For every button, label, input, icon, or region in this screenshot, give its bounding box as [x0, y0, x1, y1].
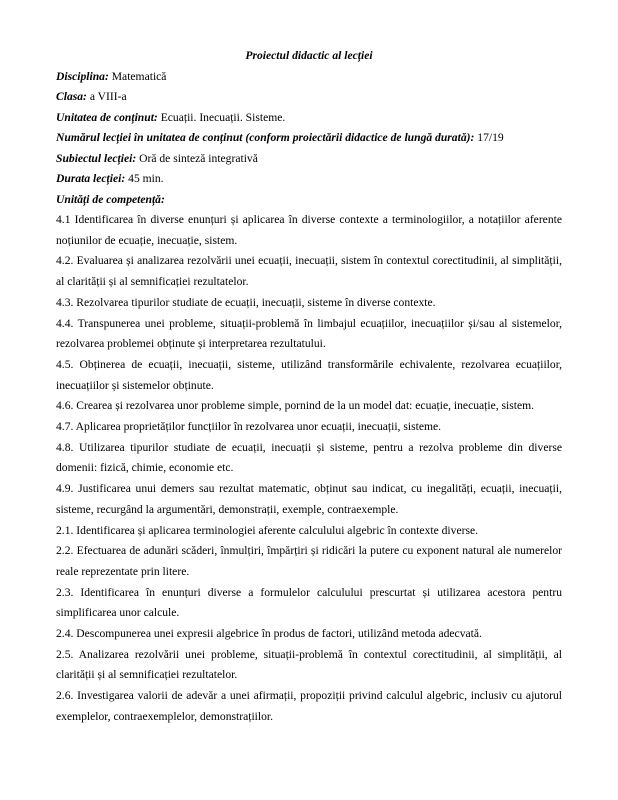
competence-item: 4.4. Transpunerea unei probleme, situații-problemă în limbajul ecuațiilor, inecuațiilor și/sau al sistemelor, rezolvarea problemei obținute și interpretarea rezultatului.: [56, 316, 562, 351]
competence-item: 4.5. Obținerea de ecuații, inecuații, sisteme, utilizând transformările echivalente, rezolvarea ecuațiilor, inecuațiilor și sistemelor obținute.: [56, 357, 562, 392]
field-lesson-duration-label: Durata lecției:: [56, 172, 126, 185]
competences-heading: Unități de competență:: [56, 192, 165, 206]
field-content-unit-value: Ecuații. Inecuații. Sisteme.: [160, 110, 286, 124]
field-class-label: Clasa:: [56, 90, 87, 103]
competence-item: 2.6. Investigarea valorii de adevăr a unei afirmații, propoziții privind calculul algebric, inclusiv cu ajutorul exemplelor, contraexemplelor, demonstrațiilor.: [56, 689, 562, 723]
field-lesson-number-value: 17/19: [477, 131, 504, 144]
competence-item: 4.7. Aplicarea proprietăților funcțiilor în rezolvarea unor ecuații, inecuații, sisteme.: [56, 420, 442, 434]
field-discipline: [56, 67, 562, 88]
competence-item: 2.1. Identificarea și aplicarea terminologiei aferente calculului algebric în contexte diverse.: [56, 523, 479, 537]
field-lesson-duration-value: 45 min.: [128, 172, 164, 185]
field-class-value: a VIII-a: [89, 90, 127, 103]
field-lesson-number: [56, 128, 562, 149]
field-lesson-subject-label: Subiectul lecției:: [56, 151, 137, 165]
field-content-unit: [56, 108, 562, 129]
field-lesson-subject-value: Oră de sinteză integrativă: [139, 151, 258, 165]
competence-item: 2.2. Efectuarea de adunări scăderi, înmulțiri, împărțiri și ridicări la putere cu exponent natural ale numerelor reale reprezentate prin litere.: [56, 544, 562, 578]
competence-item: 4.2. Evaluarea și analizarea rezolvării unei ecuații, inecuații, sistem în contextul corectitudinii, al simplității, al clarității și al semnificației rezultatelor.: [56, 254, 562, 289]
document-page: [56, 46, 562, 728]
competence-item: 4.9. Justificarea unui demers sau rezultat matematic, obținut sau indicat, cu inegalități, ecuații, inecuații, sisteme, recurgând la argumentări, demonstrații, exemple, contraexemple.: [56, 482, 562, 516]
competence-item: 2.5. Analizarea rezolvării unei probleme, situații-problemă în contextul corectitudinii, al simplității, al clarității și al semnificației rezultatelor.: [56, 647, 562, 682]
competence-item: 4.8. Utilizarea tipurilor studiate de ecuații, inecuații și sisteme, pentru a rezolva probleme din diverse domenii: fizică, chimie, economie etc.: [56, 440, 562, 475]
competence-item: 4.1 Identificarea în diverse enunțuri și aplicarea în diverse contexte a terminologiilor, a notațiilor aferente noțiunilor de ecuație, inecuație, sistem.: [56, 213, 562, 247]
field-lesson-subject: [56, 149, 562, 170]
document-title: Proiectul didactic al lecției: [245, 49, 373, 62]
competence-item: 2.3. Identificarea în enunțuri diverse a formulelor calculului prescurtat și utilizarea acestora pentru simplificarea unor calcule.: [56, 585, 562, 620]
field-lesson-duration: [56, 169, 562, 190]
field-content-unit-label: Unitatea de conținut:: [56, 110, 158, 124]
field-discipline-label: Disciplina:: [56, 69, 109, 83]
competence-item: 4.3. Rezolvarea tipurilor studiate de ecuații, inecuații, sisteme în diverse contexte.: [56, 295, 436, 309]
field-discipline-value: Matematică: [111, 69, 167, 83]
field-lesson-number-label: Numărul lecției în unitatea de conținut (conform proiectării didactice de lungă durată):: [56, 131, 475, 144]
competence-item: 2.4. Descompunerea unei expresii algebrice în produs de factori, utilizând metoda adecvată.: [56, 627, 482, 641]
competence-item: 4.6. Crearea și rezolvarea unor probleme simple, pornind de la un model dat: ecuație, inecuație, sistem.: [56, 399, 535, 413]
field-class: [56, 87, 562, 108]
